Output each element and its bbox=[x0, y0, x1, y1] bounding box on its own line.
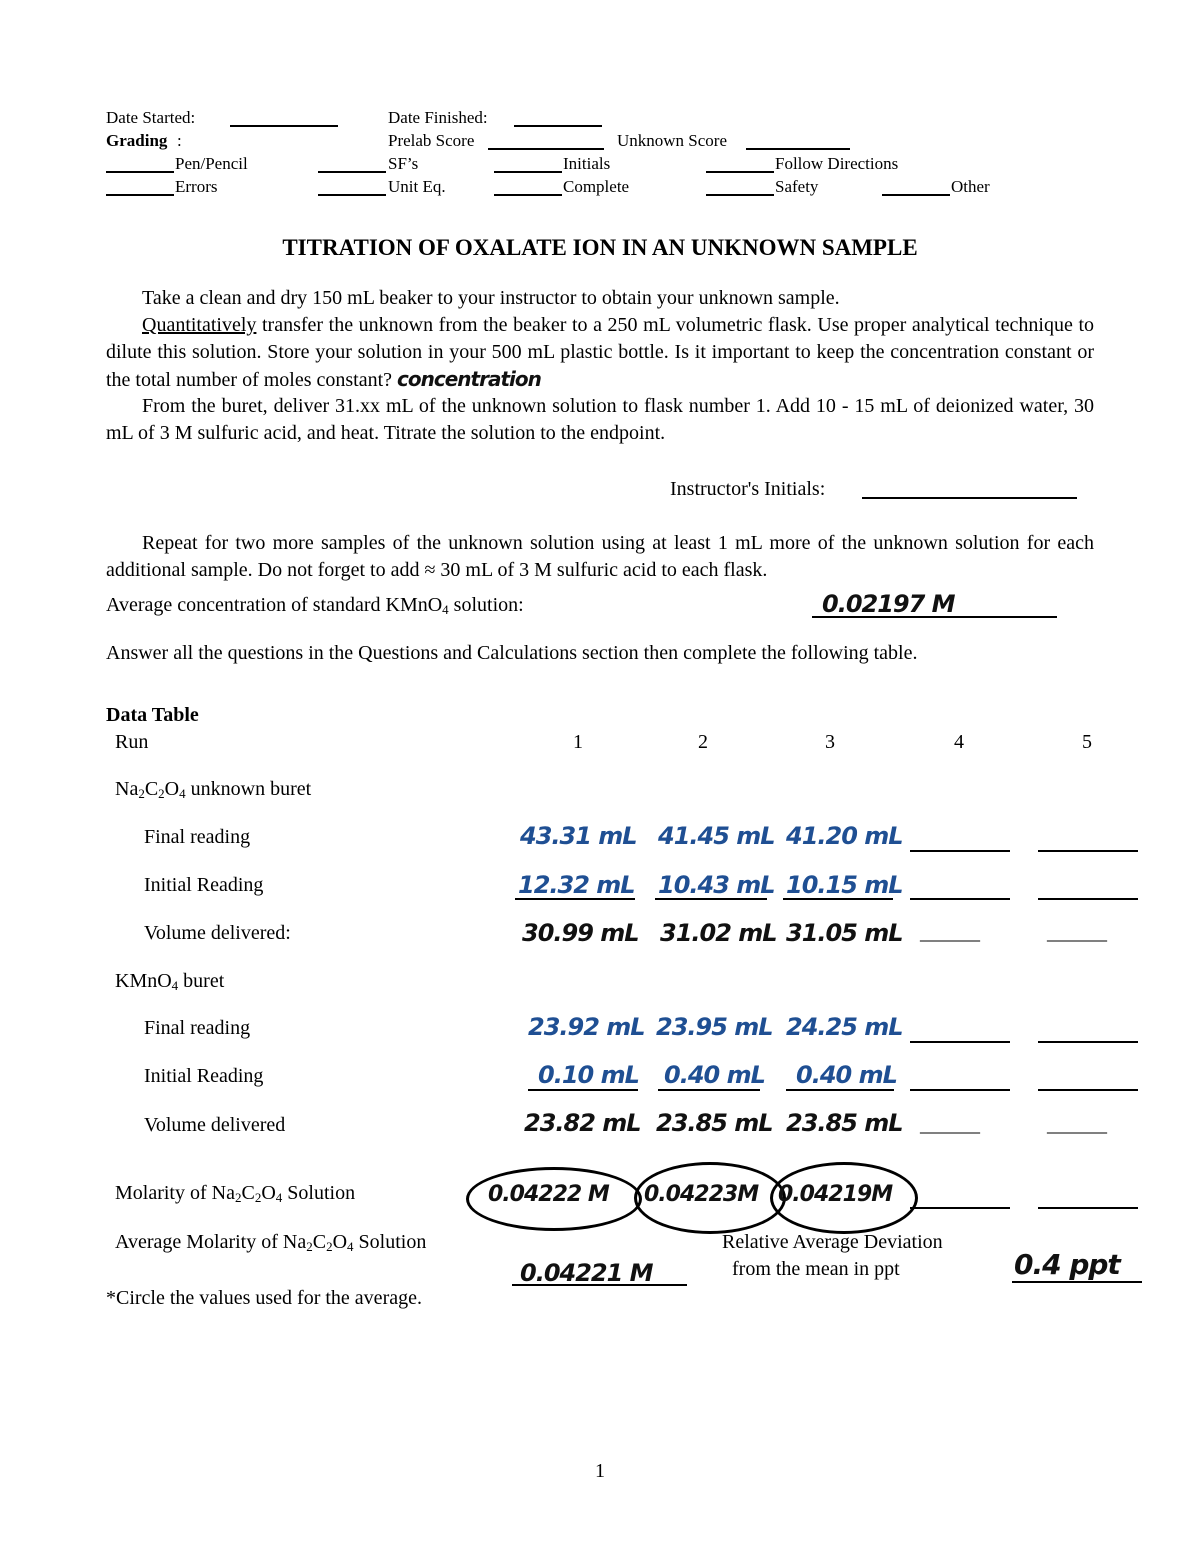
pen-pencil-label: Pen/Pencil bbox=[175, 154, 248, 173]
k-initial-run1-line bbox=[528, 1089, 638, 1091]
unknown-score-blank[interactable] bbox=[746, 148, 850, 150]
initials-blank[interactable] bbox=[494, 171, 562, 173]
errors-blank[interactable] bbox=[106, 194, 174, 196]
k-volume-run1: 23.82 mL bbox=[524, 1109, 641, 1137]
k-final-run2: 23.95 mL bbox=[656, 1013, 773, 1041]
unknown-score-label: Unknown Score bbox=[617, 131, 728, 150]
run-5-header: 5 bbox=[1082, 731, 1092, 753]
safety-blank[interactable] bbox=[706, 194, 774, 196]
na-buret-section-label: $Na_2C_2O_4$ unknown buret bbox=[115, 778, 312, 801]
instruction-paragraph-3 bbox=[106, 393, 1094, 447]
k-volume-run2: 23.85 mL bbox=[656, 1109, 773, 1137]
avg-conc-label: Average concentration of standard KMnO$_4$ solution: bbox=[106, 594, 524, 617]
pen-pencil-blank[interactable] bbox=[106, 171, 174, 173]
quantitatively-underlined: Quantitatively bbox=[142, 314, 257, 336]
molarity-run4-blank[interactable] bbox=[910, 1207, 1010, 1209]
instruction-paragraph-4 bbox=[106, 530, 1094, 584]
follow-directions-label: Follow Directions bbox=[775, 154, 899, 173]
k-final-run5-blank[interactable] bbox=[1038, 1041, 1138, 1043]
errors-label: Errors bbox=[175, 177, 218, 196]
instruction-p4-text: Repeat for two more samples of the unknown solution using at least 1 mL more of the unknown solution for each additional sample. Do not forget to add ≈ 30 mL of 3 M sulfuric acid to each flask. bbox=[106, 532, 1094, 581]
other-label: Other bbox=[951, 177, 990, 196]
rad-value: 0.4 ppt bbox=[1014, 1248, 1120, 1281]
na-final-run5-blank[interactable] bbox=[1038, 850, 1138, 852]
molarity-run1: 0.04222 M bbox=[488, 1182, 609, 1207]
k-final-run3: 24.25 mL bbox=[786, 1013, 903, 1041]
na-initial-run1: 12.32 mL bbox=[518, 871, 635, 899]
avg-molarity-underline bbox=[512, 1284, 687, 1286]
unit-eq-blank[interactable] bbox=[318, 194, 386, 196]
sfs-blank[interactable] bbox=[318, 171, 386, 173]
na-initial-run4-blank[interactable] bbox=[910, 898, 1010, 900]
k-final-run1: 23.92 mL bbox=[528, 1013, 645, 1041]
k-volume-label: Volume delivered bbox=[144, 1114, 286, 1136]
circle-note: *Circle the values used for the average. bbox=[106, 1287, 422, 1309]
na-initial-run5-blank[interactable] bbox=[1038, 898, 1138, 900]
grading-label: Grading bbox=[106, 131, 168, 150]
k-volume-run5-blank[interactable]: ______ bbox=[1047, 1114, 1107, 1136]
k-volume-run3: 23.85 mL bbox=[786, 1109, 903, 1137]
k-initial-run1: 0.10 mL bbox=[538, 1061, 639, 1089]
na-final-run2: 41.45 mL bbox=[658, 822, 775, 850]
k-volume-run4-blank[interactable]: ______ bbox=[920, 1114, 980, 1136]
grading-colon: : bbox=[177, 131, 182, 150]
kmno4-buret-section-label: KMnO$_4$ buret bbox=[115, 970, 225, 993]
initials-label: Initials bbox=[563, 154, 611, 173]
answer-all-text: Answer all the questions in the Questions and Calculations section then complete the following table. bbox=[106, 642, 918, 664]
date-started-label: Date Started: bbox=[106, 108, 196, 127]
molarity-run5-blank[interactable] bbox=[1038, 1207, 1138, 1209]
na-final-run4-blank[interactable] bbox=[910, 850, 1010, 852]
na-initial-run2: 10.43 mL bbox=[658, 871, 775, 899]
run-3-header: 3 bbox=[825, 731, 835, 753]
na-initial-label: Initial Reading bbox=[144, 874, 264, 896]
avg-conc-value: 0.02197 M bbox=[822, 590, 955, 618]
na-initial-run3-line bbox=[783, 898, 893, 900]
instructor-initials-label: Instructor's Initials: bbox=[670, 478, 826, 500]
na-volume-run5-blank[interactable]: ______ bbox=[1047, 922, 1107, 944]
data-table-heading: Data Table bbox=[106, 704, 199, 726]
rad-underline bbox=[1012, 1281, 1142, 1283]
na-initial-run1-line bbox=[515, 898, 635, 900]
na-final-label: Final reading bbox=[144, 826, 251, 848]
na-final-run1: 43.31 mL bbox=[520, 822, 637, 850]
na-initial-run2-line bbox=[655, 898, 767, 900]
run-1-header: 1 bbox=[573, 731, 583, 753]
unit-eq-label: Unit Eq. bbox=[388, 177, 446, 196]
na-volume-run3: 31.05 mL bbox=[786, 919, 903, 947]
k-initial-run3: 0.40 mL bbox=[796, 1061, 897, 1089]
na-volume-run2: 31.02 mL bbox=[660, 919, 777, 947]
run-4-header: 4 bbox=[954, 731, 964, 753]
instruction-p2-text: transfer the unknown from the beaker to a 250 mL volumetric flask. Use proper analytical technique to dilute this solution. Store your solution in your 500 mL plastic bottle. Is it important to keep the concentration constant or the total number of moles constant? bbox=[106, 314, 1094, 391]
date-finished-blank[interactable] bbox=[514, 125, 602, 127]
avg-conc-underline bbox=[812, 616, 1057, 618]
follow-directions-blank[interactable] bbox=[706, 171, 774, 173]
avg-molarity-label: Average Molarity of $Na_2C_2O_4$ Solution bbox=[115, 1231, 427, 1254]
concentration-answer: concentration bbox=[397, 367, 541, 391]
prelab-score-blank[interactable] bbox=[488, 148, 604, 150]
instructor-initials-blank[interactable] bbox=[862, 497, 1077, 499]
molarity-run3: 0.04219M bbox=[778, 1182, 893, 1207]
rad-label-line1: Relative Average Deviation bbox=[722, 1231, 943, 1253]
k-initial-run2-line bbox=[658, 1089, 760, 1091]
k-initial-run2: 0.40 mL bbox=[664, 1061, 765, 1089]
avg-molarity-value: 0.04221 M bbox=[520, 1259, 653, 1287]
na-initial-run3: 10.15 mL bbox=[786, 871, 903, 899]
rad-label-line2: from the mean in ppt bbox=[732, 1258, 900, 1280]
run-label: Run bbox=[115, 731, 149, 753]
page-title: TITRATION OF OXALATE ION IN AN UNKNOWN SAMPLE bbox=[282, 235, 918, 260]
date-finished-label: Date Finished: bbox=[388, 108, 488, 127]
k-initial-run3-line bbox=[786, 1089, 894, 1091]
na-volume-run1: 30.99 mL bbox=[522, 919, 639, 947]
complete-label: Complete bbox=[563, 177, 630, 196]
k-initial-run5-blank[interactable] bbox=[1038, 1089, 1138, 1091]
date-started-blank[interactable] bbox=[230, 125, 338, 127]
molarity-run2: 0.04223M bbox=[644, 1182, 759, 1207]
k-final-run4-blank[interactable] bbox=[910, 1041, 1010, 1043]
na-volume-run4-blank[interactable]: ______ bbox=[920, 922, 980, 944]
na-final-run3: 41.20 mL bbox=[786, 822, 903, 850]
k-initial-run4-blank[interactable] bbox=[910, 1089, 1010, 1091]
k-final-label: Final reading bbox=[144, 1017, 251, 1039]
na-volume-label: Volume delivered: bbox=[144, 922, 291, 944]
instruction-paragraph-1 bbox=[106, 285, 1094, 312]
other-blank[interactable] bbox=[882, 194, 950, 196]
sfs-label: SF’s bbox=[388, 154, 419, 173]
k-initial-label: Initial Reading bbox=[144, 1065, 264, 1087]
instruction-p3-text: From the buret, deliver 31.xx mL of the unknown solution to flask number 1. Add 10 - 15 mL of deionized water, 30 mL of 3 M sulfuric acid, and heat. Titrate the solution to the endpoint. bbox=[106, 395, 1094, 444]
instruction-p1-text: Take a clean and dry 150 mL beaker to your instructor to obtain your unknown sample. bbox=[142, 287, 840, 309]
complete-blank[interactable] bbox=[494, 194, 562, 196]
prelab-score-label: Prelab Score bbox=[388, 131, 475, 150]
instruction-paragraph-2 bbox=[106, 312, 1094, 394]
run-2-header: 2 bbox=[698, 731, 708, 753]
safety-label: Safety bbox=[775, 177, 819, 196]
molarity-label: Molarity of $Na_2C_2O_4$ Solution bbox=[115, 1182, 356, 1205]
page-number: 1 bbox=[595, 1460, 605, 1482]
